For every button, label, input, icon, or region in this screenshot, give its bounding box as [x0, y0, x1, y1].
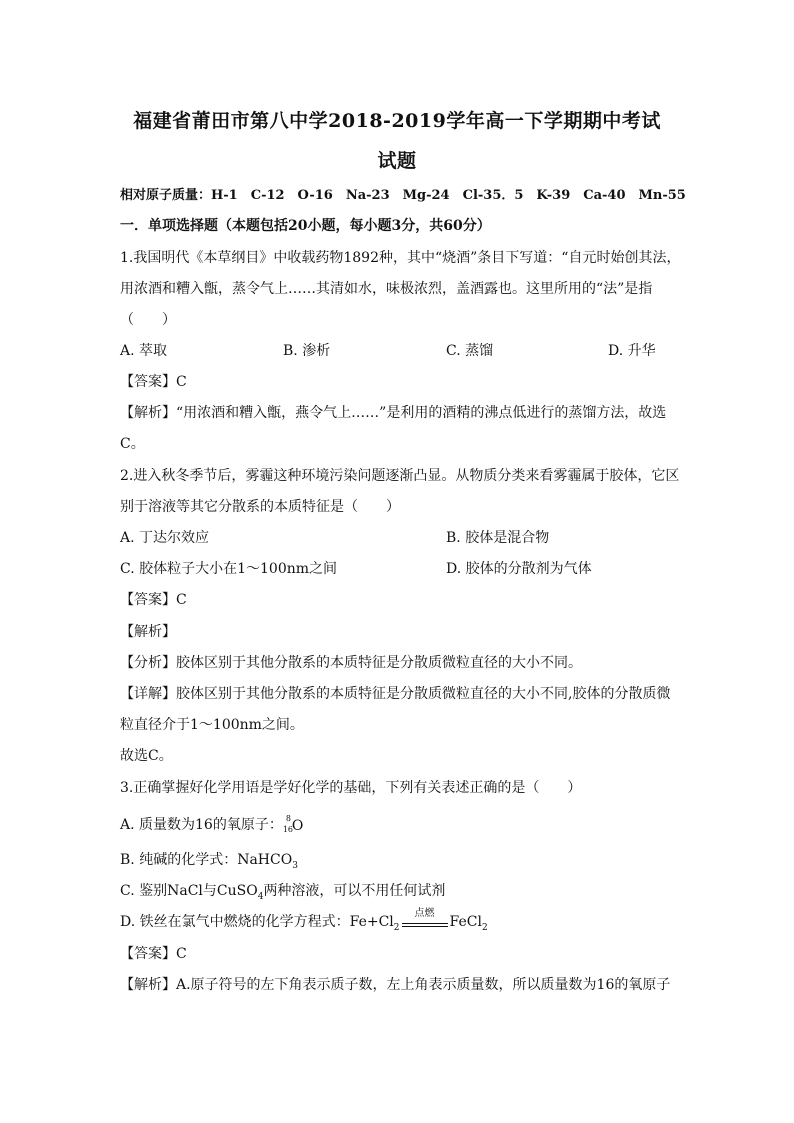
- question-3-line1: 3.正确掌握好化学用语是学好化学的基础，下列有关表述正确的是（ ）: [120, 780, 582, 796]
- question-2-option-d: D. 胶体的分散剂为气体: [446, 561, 592, 577]
- question-3-option-d-product: FeCl: [449, 914, 482, 930]
- reaction-condition-label: 点燃: [414, 908, 435, 919]
- question-2-fenxi: 【分析】胶体区别于其他分散系的本质特征是分散质微粒直径的大小不同。: [120, 655, 582, 671]
- formula-subscript: 4: [257, 891, 264, 902]
- question-2-option-a: A. 丁达尔效应: [120, 530, 210, 546]
- question-2-option-b: B. 胶体是混合物: [446, 530, 550, 546]
- question-3-option-b-text: B. 纯碱的化学式：NaHCO: [120, 852, 293, 868]
- question-3-option-a-text: A. 质量数为16的氧原子：: [120, 817, 283, 833]
- question-3-option-c-text: C. 鉴别NaCl与CuSO: [120, 883, 258, 899]
- formula-subscript: 2: [393, 922, 400, 933]
- question-2-line1: 2.进入秋冬季节后，雾霾这种环境污染问题逐渐凸显。从物质分类来看雾霾属于胶体，它区: [120, 468, 680, 484]
- section-heading: 一．单项选择题（本题包括20小题，每小题3分，共60分）: [120, 218, 491, 234]
- question-1-line2: 用浓酒和糟入甑，蒸令气上……其清如水，味极浓烈，盖酒露也。这里所用的“法”是指: [120, 281, 653, 297]
- formula-subscript: 3: [292, 860, 298, 871]
- question-2-line2: 别于溶液等其它分散系的本质特征是（ ）: [120, 499, 400, 515]
- question-1-option-d: D. 升华: [608, 343, 656, 359]
- question-1-line1: 1.我国明代《本草纲目》中收载药物1892种，其中“烧酒”条目下写道：“自元时始创其法，: [120, 250, 681, 266]
- question-1-analysis-line1: 【解析】“用浓酒和糟入甑，燕令气上……”是利用的酒精的沸点低进行的蒸馏方法，故选: [120, 405, 667, 421]
- question-3-option-a: [120, 814, 304, 835]
- question-1-option-b: B. 渗析: [283, 343, 331, 359]
- question-3-option-c-text-end: 两种溶液，可以不用任何试剂: [263, 883, 446, 899]
- nuclide-element: O: [291, 818, 304, 834]
- question-2-xiangjie-line1: 【详解】胶体区别于其他分散系的本质特征是分散质微粒直径的大小不同,胶体的分散质微: [120, 686, 671, 702]
- question-3-option-d-text: D. 铁丝在氯气中燃烧的化学方程式：Fe+Cl: [120, 914, 394, 930]
- question-1-analysis-line2: C。: [120, 436, 145, 452]
- formula-subscript: 2: [481, 922, 488, 933]
- question-2-option-c: C. 胶体粒子大小在1～100nm之间: [120, 561, 338, 577]
- question-3-option-c: [120, 881, 445, 907]
- question-1-answer: 【答案】C: [120, 374, 187, 390]
- nuclide-superscript: 8: [285, 814, 291, 823]
- question-1-line3: （ ）: [120, 312, 176, 328]
- question-3-answer: 【答案】C: [120, 946, 187, 962]
- question-2-analysis-head: 【解析】: [120, 624, 176, 640]
- oxygen-nuclide-symbol: [282, 814, 304, 835]
- reaction-condition-arrow: [400, 908, 450, 932]
- nuclide-subscript: 16: [282, 825, 294, 834]
- document-title-line2: 试题: [377, 150, 417, 172]
- question-1-option-a: A. 萃取: [120, 343, 168, 359]
- question-2-xiangjie-line2: 粒直径介于1～100nm之间。: [120, 717, 304, 733]
- document-title: 福建省莆田市第八中学2018-2019学年高一下学期期中考试: [133, 110, 661, 132]
- question-1-option-c: C. 蒸馏: [446, 343, 494, 359]
- question-2-answer: 【答案】C: [120, 592, 187, 608]
- question-3-analysis-line1: 【解析】A.原子符号的左下角表示质子数，左上角表示质量数，所以质量数为16的氧原子: [120, 977, 671, 993]
- question-3-option-b: [120, 850, 298, 876]
- question-2-conclusion: 故选C。: [120, 748, 173, 764]
- atomic-mass-line: 相对原子质量：H-1 C-12 O-16 Na-23 Mg-24 Cl-35．5 K-39 Ca-40 Mn-55: [120, 188, 686, 203]
- question-3-option-d: [120, 908, 488, 938]
